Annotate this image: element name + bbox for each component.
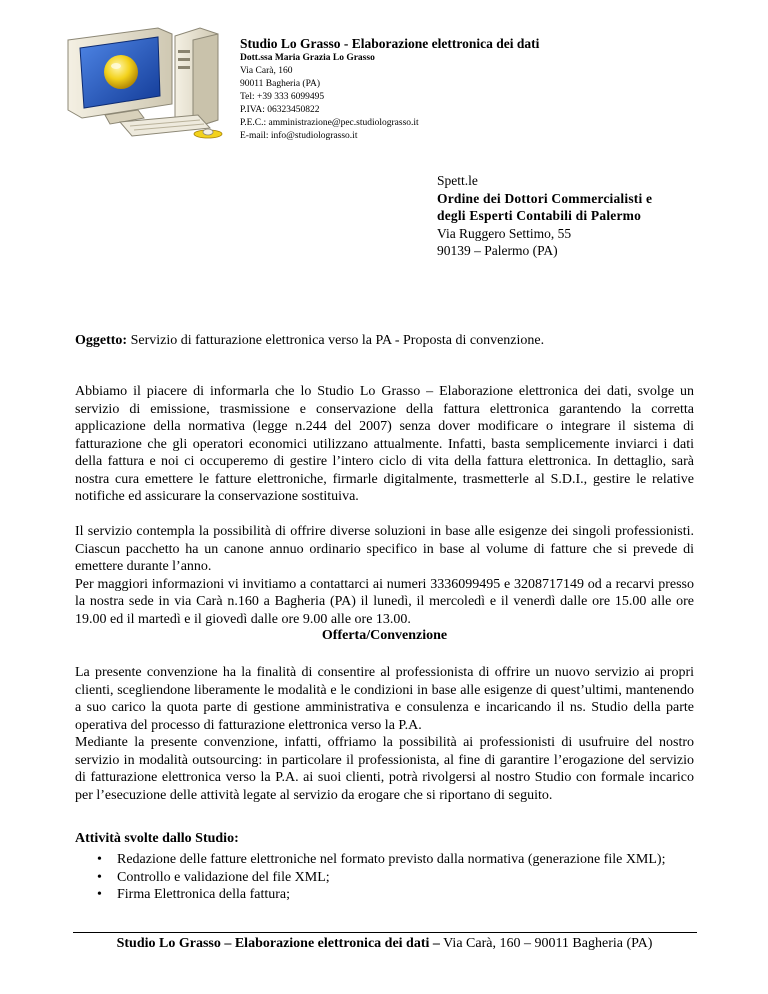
- list-item-text: Controllo e validazione del file XML;: [117, 869, 330, 885]
- list-item-text: Redazione delle fatture elettroniche nel formato previsto dalla normativa (generazione file XML);: [117, 852, 666, 867]
- bullet-icon: •: [97, 852, 102, 867]
- subject-line: [75, 333, 544, 349]
- bullet-icon: •: [97, 869, 102, 885]
- footer-address: Via Carà, 160 – 90011 Bagheria (PA): [439, 936, 653, 951]
- letterhead-city: 90011 Bagheria (PA): [240, 79, 321, 89]
- list-item: [75, 851, 694, 869]
- recipient-city: 90139 – Palermo (PA): [437, 243, 558, 258]
- letterhead: [240, 36, 539, 143]
- letterhead-owner: Dott.ssa Maria Grazia Lo Grasso: [240, 53, 375, 63]
- paragraph-convention: [75, 664, 694, 804]
- letterhead-tel: Tel: +39 333 6099495: [240, 92, 325, 102]
- list-item: [75, 869, 694, 887]
- letterhead-address: Via Carà, 160: [240, 66, 293, 76]
- subject-text: Servizio di fatturazione elettronica verso la PA - Proposta di convenzione.: [127, 333, 545, 348]
- list-item: [75, 886, 694, 904]
- list-item-text: Firma Elettronica della fattura;: [117, 887, 290, 902]
- paragraph-convention-details: Mediante la presente convenzione, infatti, offriamo la possibilità ai professionisti di usufruire del nostro servizio in modalità outsourcing: in particolare il professionista, al fine di garantire l’erogazione del servizio di fatturazione elettronica verso la P.A. ai suoi clienti, potrà rivolgersi al nostro Studio con formale incarico per l’esecuzione delle attività legate al servizio da erogare che si riportano di seguito.: [75, 735, 694, 803]
- letterhead-piva: P.IVA: 06323450822: [240, 105, 320, 115]
- letterhead-title: Studio Lo Grasso - Elaborazione elettronica dei dati: [240, 36, 540, 51]
- recipient-street: Via Ruggero Settimo, 55: [437, 225, 572, 241]
- paragraph-service: [75, 523, 694, 628]
- recipient-block: [437, 172, 652, 260]
- section-heading: Offerta/Convenzione: [321, 628, 448, 643]
- paragraph-convention-purpose: La presente convenzione ha la finalità di consentire al professionista di offrire un nuovo servizio ai propri clienti, scegliendone liberamente le modalità e le condizioni in base alle esigenze di quest’ultimi, mantenendo a suo carico la quota parte di gestione amministrativa e consulenza e incaricando il ns. Studio della parte operativa del processo di fatturazione elettronica verso la P.A.: [75, 665, 694, 733]
- paragraph-intro: Abbiamo il piacere di informarla che lo Studio Lo Grasso – Elaborazione elettronica dei dati, svolge un servizio di emissione, trasmissione e conservazione della fattura elettronica garantendo la corretta applicazione della normativa (legge n.244 del 2007) senza dover modificare o integrare il sistema di fatturazione che gli operatori economici utilizzano attualmente. Infatti, basta semplicemente inviarci i dati della fattura e noi ci occuperemo di gestire l’intero ciclo di vita della fattura elettronica. In dettaglio, sarà nostra cura emettere le fatture elettroniche, firmarle digitalmente, trasmetterle al S.D.I., gestire le relative notifiche ed assicurare la conservazione sostituiva.: [75, 384, 694, 504]
- page-footer: [75, 936, 694, 952]
- paragraph-service-text: Il servizio contempla la possibilità di offrire diverse soluzioni in base alle esigenze dei singoli professionisti. Ciascun pacchetto ha un canone annuo ordinario specifico in base al volume di fatture che si prevede di emettere durante l’anno.: [75, 524, 694, 574]
- recipient-salutation: Spett.le: [437, 173, 478, 188]
- subject-label: Oggetto:: [75, 333, 128, 348]
- recipient-name-line1: Ordine dei Dottori Commercialisti e: [437, 190, 653, 206]
- paragraph-contacts: Per maggiori informazioni vi invitiamo a contattarci ai numeri 3336099495 e 3208717149 od a recarvi presso la nostra sede in via Carà n.160 a Bagheria (PA) il lunedì, il mercoledì e il venerdì dalle ore 15.00 alle ore 19.00 ed il martedì e il giovedì dalle ore 9.00 alle ore 13.00.: [75, 576, 694, 627]
- activities-list: [75, 851, 694, 904]
- footer-divider: [73, 932, 697, 933]
- footer-studio-name: Studio Lo Grasso – Elaborazione elettronica dei dati –: [116, 936, 440, 951]
- computer-logo-icon: [60, 22, 232, 140]
- letterhead-email: E-mail: info@studiolograsso.it: [240, 131, 358, 141]
- recipient-name-line2: degli Esperti Contabili di Palermo: [437, 208, 642, 223]
- bullet-icon: •: [97, 887, 102, 902]
- letterhead-pec: P.E.C.: amministrazione@pec.studiolograsso.it: [240, 118, 419, 128]
- activities-title: Attività svolte dallo Studio:: [75, 831, 239, 846]
